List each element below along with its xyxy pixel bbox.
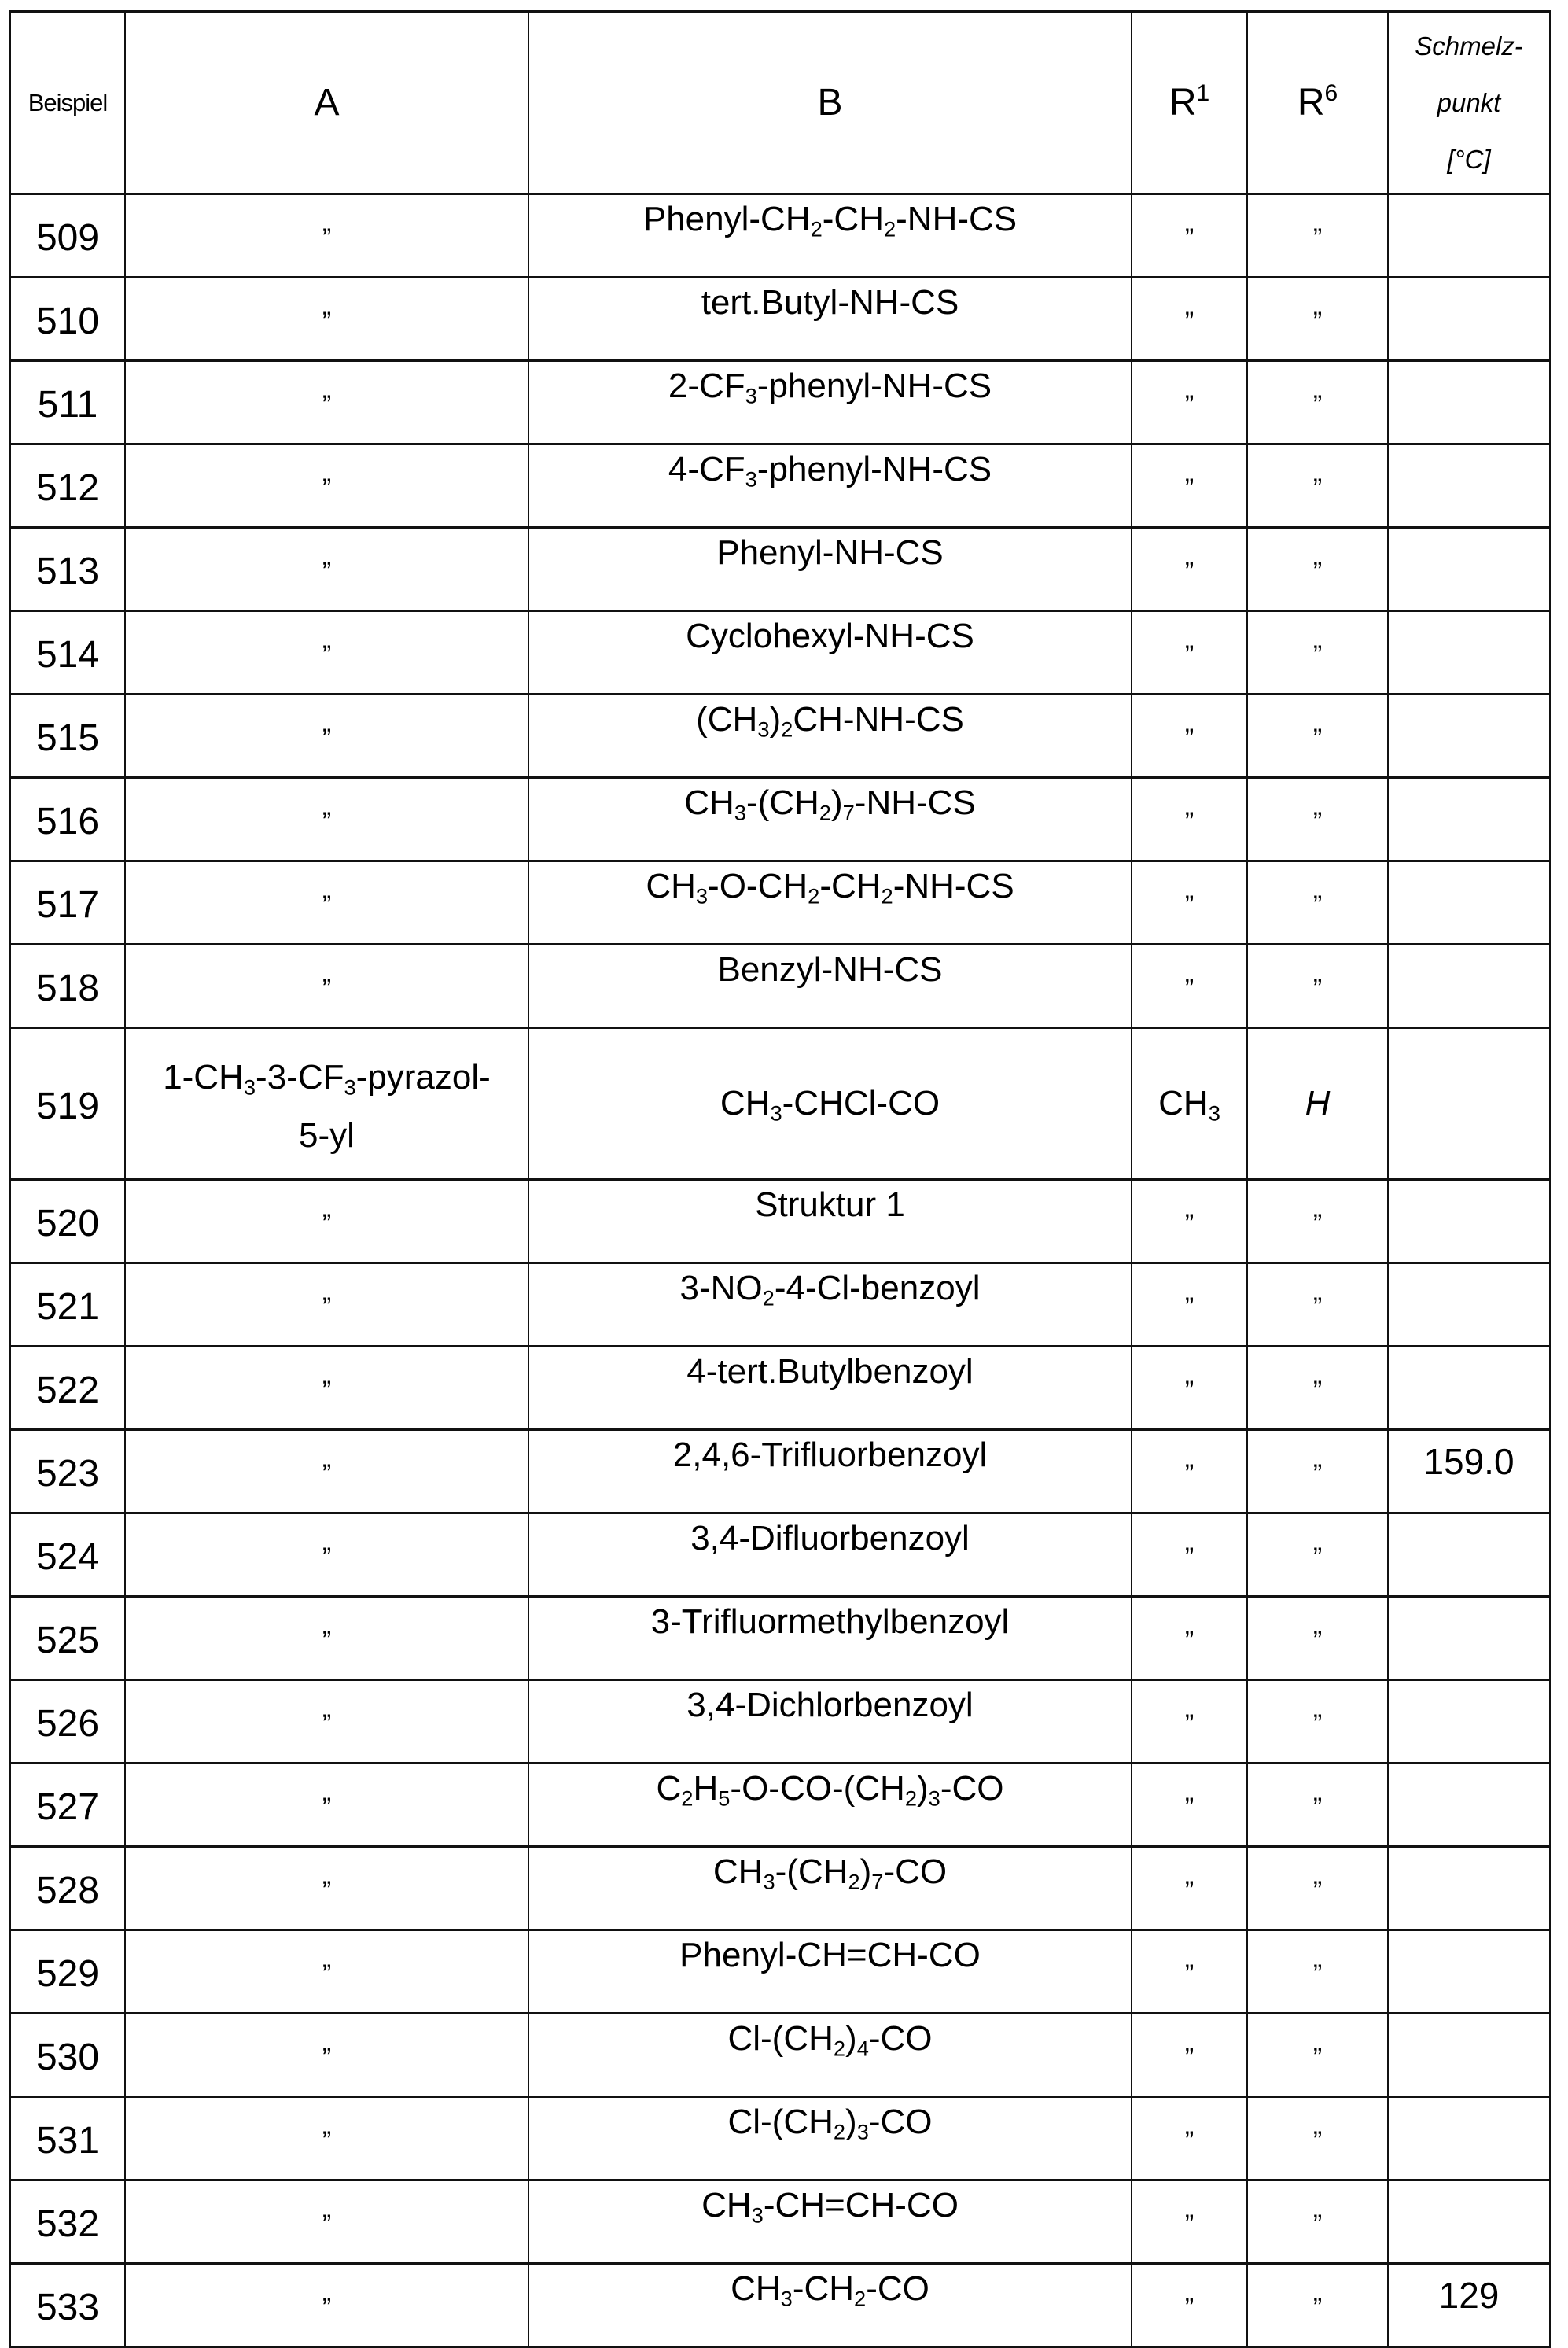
substituent-b: $C_2H_5-O-CO-(CH_2)_3-CO$ bbox=[528, 1764, 1132, 1847]
example-number: 517 bbox=[10, 861, 125, 945]
melting-point bbox=[1388, 611, 1550, 695]
substituent-b: 2,4,6-Trifluorbenzoyl bbox=[528, 1430, 1132, 1513]
substituent-b: Struktur 1 bbox=[528, 1180, 1132, 1263]
table-row bbox=[10, 1430, 1550, 1513]
substituent-b: Benzyl-NH-CS bbox=[528, 945, 1132, 1028]
substituent-b: $(CH_3)_2CH-NH-CS$ bbox=[528, 695, 1132, 778]
melting-point bbox=[1388, 1847, 1550, 1930]
substituent-r6: H bbox=[1247, 1028, 1388, 1180]
example-number: 510 bbox=[10, 278, 125, 361]
substituent-a bbox=[125, 1028, 528, 1180]
substituent-r1: ” bbox=[1132, 1764, 1247, 1847]
substituent-r1: ” bbox=[1132, 1930, 1247, 2014]
melting-point bbox=[1388, 1930, 1550, 2014]
compound-table bbox=[9, 10, 1551, 2348]
substituent-r1: ” bbox=[1132, 1430, 1247, 1513]
substituent-b: tert.Butyl-NH-CS bbox=[528, 278, 1132, 361]
melting-point bbox=[1388, 194, 1550, 278]
table-row bbox=[10, 1513, 1550, 1597]
substituent-r1: ” bbox=[1132, 1263, 1247, 1347]
substituent-r6: ” bbox=[1247, 611, 1388, 695]
substituent-r6: ” bbox=[1247, 1430, 1388, 1513]
example-number: 531 bbox=[10, 2097, 125, 2180]
substituent-a: ” bbox=[125, 861, 528, 945]
table-row bbox=[10, 1028, 1550, 1180]
substituent-b: Phenyl-NH-CS bbox=[528, 528, 1132, 611]
substituent-r1: ” bbox=[1132, 1847, 1247, 1930]
substituent-a: ” bbox=[125, 1847, 528, 1930]
substituent-r1: ” bbox=[1132, 528, 1247, 611]
substituent-r1: ” bbox=[1132, 2014, 1247, 2097]
table-row bbox=[10, 1180, 1550, 1263]
substituent-a: ” bbox=[125, 1263, 528, 1347]
example-number: 532 bbox=[10, 2180, 125, 2264]
substituent-a: ” bbox=[125, 2097, 528, 2180]
example-number: 529 bbox=[10, 1930, 125, 2014]
header-row bbox=[10, 12, 1550, 194]
header-b: B bbox=[528, 12, 1132, 194]
melting-point bbox=[1388, 1680, 1550, 1764]
table-body bbox=[10, 194, 1550, 2347]
substituent-r6: ” bbox=[1247, 1597, 1388, 1680]
substituent-b: Phenyl-CH=CH-CO bbox=[528, 1930, 1132, 2014]
substituent-a: ” bbox=[125, 1597, 528, 1680]
substituent-a: ” bbox=[125, 1680, 528, 1764]
header-r6-sup: 6 bbox=[1324, 80, 1338, 106]
example-number: 509 bbox=[10, 194, 125, 278]
header-r1 bbox=[1132, 12, 1247, 194]
table-row bbox=[10, 945, 1550, 1028]
substituent-r6: ” bbox=[1247, 278, 1388, 361]
substituent-r6: ” bbox=[1247, 1347, 1388, 1430]
substituent-b: $4-CF_3-phenyl-NH-CS$ bbox=[528, 444, 1132, 528]
table-row bbox=[10, 778, 1550, 861]
substituent-b: $CH_3-CHCl-CO$ bbox=[528, 1028, 1132, 1180]
example-number: 520 bbox=[10, 1180, 125, 1263]
example-number: 525 bbox=[10, 1597, 125, 1680]
table-row bbox=[10, 278, 1550, 361]
melting-point bbox=[1388, 2014, 1550, 2097]
substituent-b: $CH_3-CH=CH-CO$ bbox=[528, 2180, 1132, 2264]
substituent-a: ” bbox=[125, 695, 528, 778]
melting-point bbox=[1388, 1597, 1550, 1680]
substituent-r1: ” bbox=[1132, 2097, 1247, 2180]
header-beispiel: Beispiel bbox=[10, 12, 125, 194]
substituent-r1: ” bbox=[1132, 361, 1247, 444]
substituent-r1: ” bbox=[1132, 1180, 1247, 1263]
table-row bbox=[10, 695, 1550, 778]
substituent-r1: ” bbox=[1132, 194, 1247, 278]
substituent-r6: ” bbox=[1247, 1180, 1388, 1263]
table-row bbox=[10, 611, 1550, 695]
header-r1-base: R bbox=[1169, 82, 1197, 123]
example-number: 516 bbox=[10, 778, 125, 861]
melting-point bbox=[1388, 1263, 1550, 1347]
substituent-b: $CH_3-(CH_2)_7-NH-CS$ bbox=[528, 778, 1132, 861]
example-number: 522 bbox=[10, 1347, 125, 1430]
substituent-r6: ” bbox=[1247, 861, 1388, 945]
substituent-a: ” bbox=[125, 444, 528, 528]
substituent-r1: ” bbox=[1132, 778, 1247, 861]
table-row bbox=[10, 2097, 1550, 2180]
melting-point: 129 bbox=[1388, 2264, 1550, 2347]
table-row bbox=[10, 1764, 1550, 1847]
example-number: 526 bbox=[10, 1680, 125, 1764]
example-number: 533 bbox=[10, 2264, 125, 2347]
melting-point bbox=[1388, 1513, 1550, 1597]
substituent-r6: ” bbox=[1247, 1513, 1388, 1597]
melting-point bbox=[1388, 695, 1550, 778]
substituent-a: ” bbox=[125, 2180, 528, 2264]
substituent-r6: ” bbox=[1247, 1764, 1388, 1847]
melting-point bbox=[1388, 1347, 1550, 1430]
example-number: 521 bbox=[10, 1263, 125, 1347]
substituent-r6: ” bbox=[1247, 1263, 1388, 1347]
substituent-a: ” bbox=[125, 1430, 528, 1513]
substituent-a: ” bbox=[125, 945, 528, 1028]
example-number: 511 bbox=[10, 361, 125, 444]
substituent-b: Phenyl-$CH_2-CH_2-NH-CS$ bbox=[528, 194, 1132, 278]
substituent-r6: ” bbox=[1247, 1847, 1388, 1930]
substituent-b: $Cl-(CH_2)_4-CO$ bbox=[528, 2014, 1132, 2097]
substituent-b: 3,4-Dichlorbenzoyl bbox=[528, 1680, 1132, 1764]
substituent-a: ” bbox=[125, 1513, 528, 1597]
example-number: 512 bbox=[10, 444, 125, 528]
example-number: 515 bbox=[10, 695, 125, 778]
substituent-a: ” bbox=[125, 1930, 528, 2014]
substituent-b: 4-tert.Butylbenzoyl bbox=[528, 1347, 1132, 1430]
substituent-r6: ” bbox=[1247, 2264, 1388, 2347]
header-mp-line1: Schmelz- bbox=[1415, 31, 1523, 61]
substituent-r6: ” bbox=[1247, 778, 1388, 861]
melting-point bbox=[1388, 945, 1550, 1028]
table-row bbox=[10, 1847, 1550, 1930]
example-number: 513 bbox=[10, 528, 125, 611]
substituent-r6: ” bbox=[1247, 444, 1388, 528]
example-number: 514 bbox=[10, 611, 125, 695]
substituent-a: ” bbox=[125, 194, 528, 278]
substituent-a: ” bbox=[125, 528, 528, 611]
substituent-a: ” bbox=[125, 2014, 528, 2097]
substituent-r6: ” bbox=[1247, 2097, 1388, 2180]
substituent-r1: ” bbox=[1132, 695, 1247, 778]
substituent-r6: ” bbox=[1247, 2014, 1388, 2097]
header-mp-line3: [°C] bbox=[1447, 144, 1491, 174]
melting-point bbox=[1388, 778, 1550, 861]
substituent-a-line1: $1-CH_3-3-CF_3-pyrazol-$ bbox=[163, 1058, 491, 1100]
substituent-r1: ” bbox=[1132, 945, 1247, 1028]
table-row bbox=[10, 194, 1550, 278]
table-row bbox=[10, 2014, 1550, 2097]
melting-point bbox=[1388, 1028, 1550, 1180]
substituent-a: ” bbox=[125, 278, 528, 361]
table-row bbox=[10, 528, 1550, 611]
substituent-b: $CH_3-CH_2-CO$ bbox=[528, 2264, 1132, 2347]
substituent-r1: ” bbox=[1132, 1680, 1247, 1764]
substituent-b: 3,4-Difluorbenzoyl bbox=[528, 1513, 1132, 1597]
header-mp-line2: punkt bbox=[1437, 87, 1501, 117]
substituent-r1: ” bbox=[1132, 1597, 1247, 1680]
substituent-r1: ” bbox=[1132, 861, 1247, 945]
substituent-r1: ” bbox=[1132, 278, 1247, 361]
substituent-a-line2: 5-yl bbox=[299, 1116, 355, 1155]
substituent-r6: ” bbox=[1247, 945, 1388, 1028]
table-row bbox=[10, 1347, 1550, 1430]
substituent-r6: ” bbox=[1247, 1680, 1388, 1764]
melting-point bbox=[1388, 1180, 1550, 1263]
substituent-b: $3-NO_2-4-Cl$-benzoyl bbox=[528, 1263, 1132, 1347]
table-row bbox=[10, 444, 1550, 528]
header-r6 bbox=[1247, 12, 1388, 194]
table-row bbox=[10, 1680, 1550, 1764]
example-number: 523 bbox=[10, 1430, 125, 1513]
substituent-a: ” bbox=[125, 1180, 528, 1263]
example-number: 530 bbox=[10, 2014, 125, 2097]
melting-point bbox=[1388, 444, 1550, 528]
header-r1-sup: 1 bbox=[1196, 80, 1210, 106]
example-number: 528 bbox=[10, 1847, 125, 1930]
substituent-b: $CH_3-O-CH_2-CH_2-NH-CS$ bbox=[528, 861, 1132, 945]
header-r6-base: R bbox=[1297, 82, 1325, 123]
substituent-r1: ” bbox=[1132, 2264, 1247, 2347]
example-number: 518 bbox=[10, 945, 125, 1028]
table-row bbox=[10, 2180, 1550, 2264]
substituent-a: ” bbox=[125, 611, 528, 695]
substituent-b: Cyclohexyl-NH-CS bbox=[528, 611, 1132, 695]
melting-point bbox=[1388, 278, 1550, 361]
melting-point bbox=[1388, 528, 1550, 611]
table-row bbox=[10, 1263, 1550, 1347]
substituent-r1: ” bbox=[1132, 2180, 1247, 2264]
substituent-a: ” bbox=[125, 778, 528, 861]
melting-point: 159.0 bbox=[1388, 1430, 1550, 1513]
substituent-r6: ” bbox=[1247, 695, 1388, 778]
header-melting-point bbox=[1388, 12, 1550, 194]
melting-point bbox=[1388, 2097, 1550, 2180]
table-row bbox=[10, 861, 1550, 945]
header-a: A bbox=[125, 12, 528, 194]
substituent-r6: ” bbox=[1247, 361, 1388, 444]
substituent-r6: ” bbox=[1247, 2180, 1388, 2264]
table-row bbox=[10, 361, 1550, 444]
substituent-b: $Cl-(CH_2)_3-CO$ bbox=[528, 2097, 1132, 2180]
substituent-r1: ” bbox=[1132, 611, 1247, 695]
substituent-b: $CH_3-(CH_2)_7-CO$ bbox=[528, 1847, 1132, 1930]
substituent-a: ” bbox=[125, 1764, 528, 1847]
substituent-a: ” bbox=[125, 1347, 528, 1430]
table-row bbox=[10, 1597, 1550, 1680]
substituent-r1: $CH_3$ bbox=[1132, 1028, 1247, 1180]
substituent-r6: ” bbox=[1247, 1930, 1388, 2014]
example-number: 524 bbox=[10, 1513, 125, 1597]
example-number: 519 bbox=[10, 1028, 125, 1180]
table-row bbox=[10, 1930, 1550, 2014]
example-number: 527 bbox=[10, 1764, 125, 1847]
melting-point bbox=[1388, 1764, 1550, 1847]
substituent-r6: ” bbox=[1247, 194, 1388, 278]
substituent-b: 3-Trifluormethylbenzoyl bbox=[528, 1597, 1132, 1680]
substituent-r1: ” bbox=[1132, 1347, 1247, 1430]
substituent-r6: ” bbox=[1247, 528, 1388, 611]
melting-point bbox=[1388, 2180, 1550, 2264]
melting-point bbox=[1388, 861, 1550, 945]
substituent-r1: ” bbox=[1132, 1513, 1247, 1597]
substituent-a: ” bbox=[125, 361, 528, 444]
melting-point bbox=[1388, 361, 1550, 444]
substituent-b: $2-CF_3-phenyl-NH-CS$ bbox=[528, 361, 1132, 444]
substituent-a: ” bbox=[125, 2264, 528, 2347]
substituent-r1: ” bbox=[1132, 444, 1247, 528]
table-row bbox=[10, 2264, 1550, 2347]
